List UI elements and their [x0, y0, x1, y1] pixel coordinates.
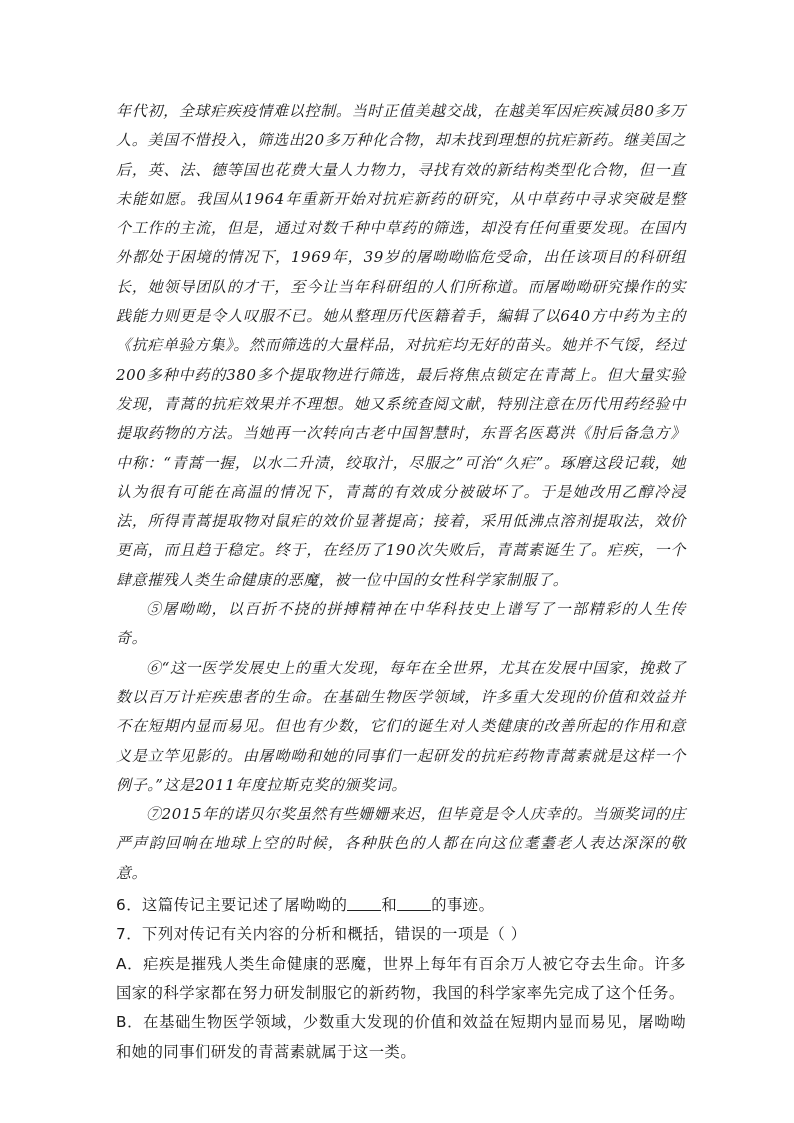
passage-paragraph-7: ⑦2015年的诺贝尔奖虽然有些姗姗来迟，但毕竟是令人庆幸的。当颁奖词的庄严声韵回响在地球上空的时候，各种肤色的人都在向这位耄耋老人表达深深的敬意。 [116, 805, 686, 882]
question-6-text-start: 6．这篇传记主要记述了屠呦呦的 [116, 896, 348, 915]
question-6-text-end: 的事迹。 [431, 896, 495, 915]
answer-blank-2[interactable] [397, 896, 431, 911]
page-content [116, 97, 686, 1067]
question-6 [116, 891, 686, 920]
question-7-stem: 7．下列对传记有关内容的分析和概括，错误的一项是（ ） [116, 925, 527, 944]
answer-blank-1[interactable] [347, 896, 381, 911]
question-6-text-mid: 和 [381, 896, 398, 915]
passage-paragraph-6: ⑥“这一医学发展史上的重大发现，每年在全世界，尤其在发展中国家，挽救了数以百万计疟疾患者的生命。在基础生物医学领域，许多重大发现的价值和效益并不在短期内显而易见。但也有少数，它们的诞生对人类健康的改善所起的作用和意义是立竿见影的。由屠呦呦和她的同事们一起研发的抗疟药物青蒿素就是这样一个例子。”这是2011年度拉斯克奖的颁奖词。 [116, 658, 686, 794]
question-7-option-b[interactable]: B．在基础生物医学领域，少数重大发现的价值和效益在短期内显而易见，屠呦呦和她的同事们研发的青蒿素就属于这一类。 [116, 1013, 686, 1061]
passage-paragraph-4: 年代初，全球疟疾疫情难以控制。当时正值美越交战，在越美军因疟疾减员80多万人。美国不惜投入，筛选出20多万种化合物，却未找到理想的抗疟新药。继美国之后，英、法、德等国也花费大量人力物力，寻找有效的新结构类型化合物，但一直未能如愿。我国从1964年重新开始对抗疟新药的研究，从中草药中寻求突破是整个工作的主流，但是，通过对数千种中草药的筛选，却没有任何重要发现。在国内外都处于困境的情况下，1969年，39岁的屠呦呦临危受命，出任该项目的科研组长，她领导团队的才干，至今让当年科研组的人们所称道。而屠呦呦研究操作的实践能力则更是令人叹服不已。她从整理历代医籍着手，編辑了以640方中药为主的《抗疟单验方集》。然而筛选的大量样品，对抗疟均无好的苗头。她并不气馁，经过200多种中药的380多个提取物进行筛选，最后将焦点锁定在青蒿上。但大量实验发现，青蒿的抗疟效果并不理想。她又系统查阅文献，特别注意在历代用药经验中提取药物的方法。当她再一次转向古老中国智慧时，东晋名医葛洪《肘后备急方》中称：“青蒿一握，以水二升渍，绞取汁，尽服之”可治“久疟”。琢磨这段记载，她认为很有可能在高温的情况下，青蒿的有效成分被破坏了。于是她改用乙醇冷浸法，所得青蒿提取物对鼠疟的效价显著提高；接着，采用低沸点溶剂提取法，效价更高，而且趋于稳定。终于，在经历了190次失败后，青蒿素诞生了。疟疾，一个肆意摧残人类生命健康的恶魔，被一位中国的女性科学家制服了。 [116, 102, 686, 589]
passage-paragraph-5: ⑤屠呦呦，以百折不挠的拼搏精神在中华科技史上谱写了一部精彩的人生传奇。 [116, 600, 686, 648]
question-7-option-a[interactable]: A．疟疾是摧残人类生命健康的恶魔，世界上每年有百余万人被它夺去生命。许多国家的科学家都在努力研发制服它的新药物，我国的科学家率先完成了这个任务。 [116, 954, 686, 1002]
